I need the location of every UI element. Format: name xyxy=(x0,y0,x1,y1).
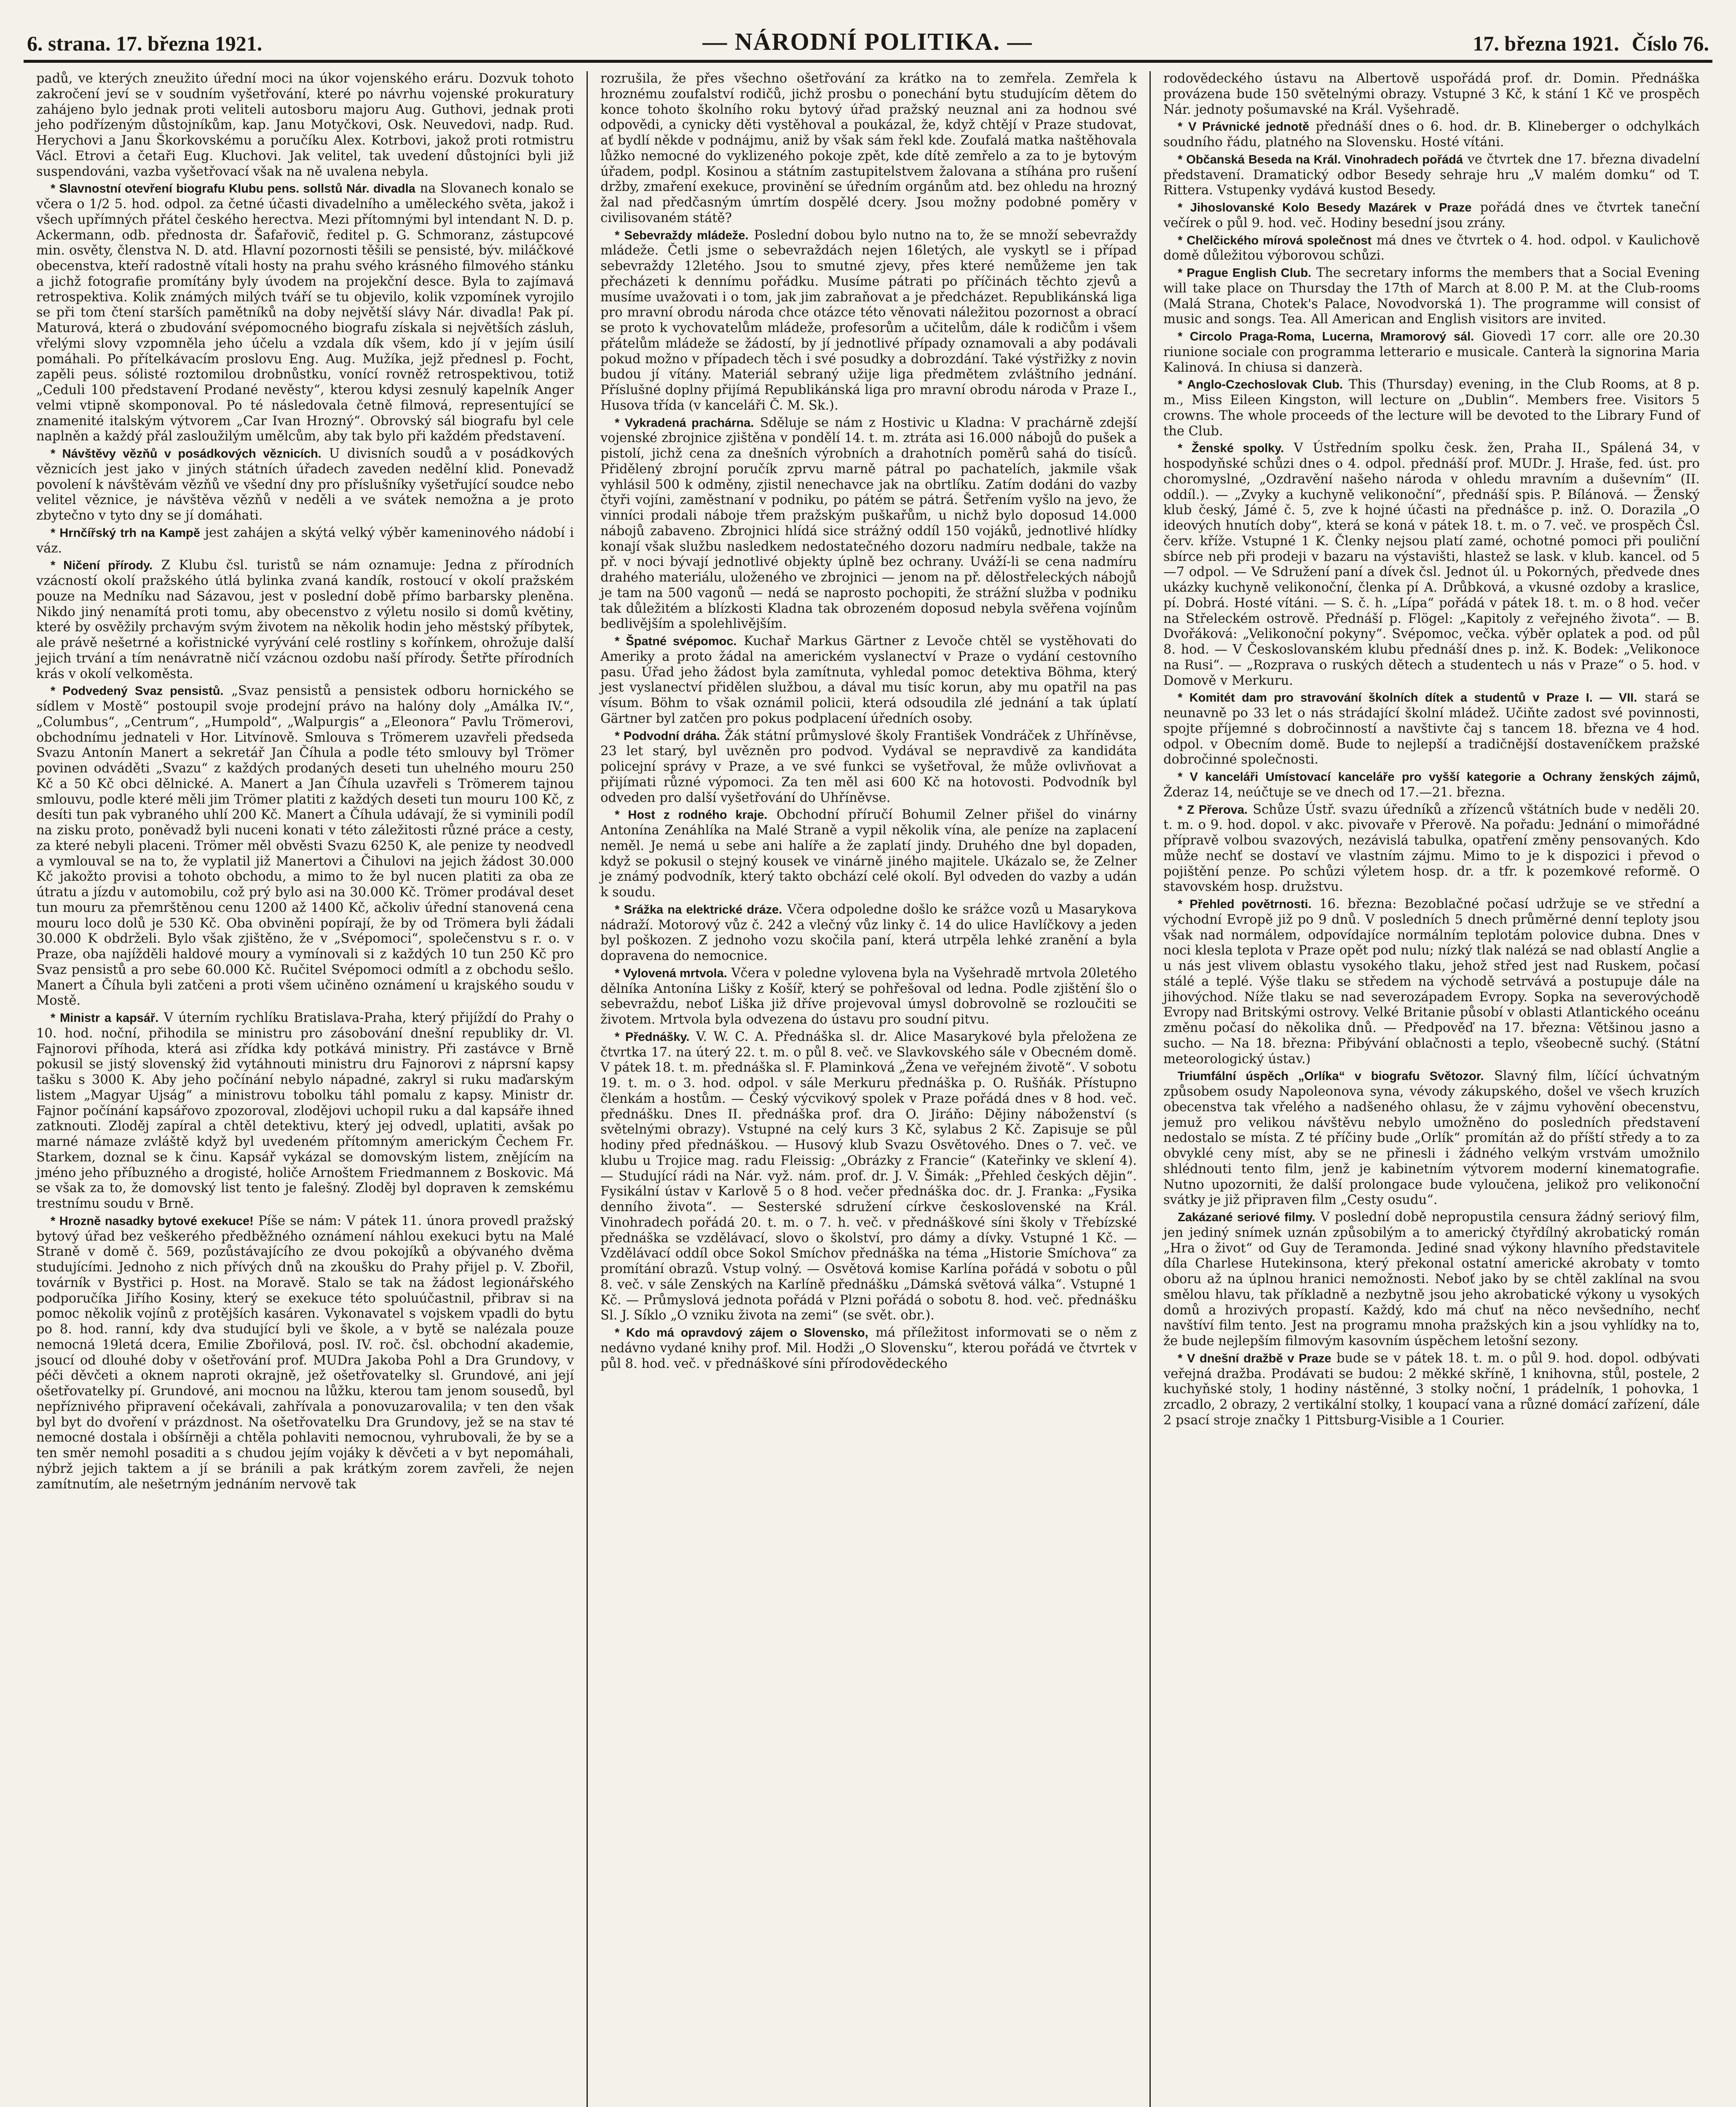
news-item-heading: * Slavnostní otevření biografu Klubu pens. sollstů Nár. divadla xyxy=(51,182,415,196)
news-item-text: Giovedì 17 corr. alle ore 20.30 riunione sociale con programma letterario e musicale. Canterà la signorina Maria Kalinová. In chiusa si danzerà. xyxy=(1163,329,1700,375)
news-item-heading: * Anglo-Czechoslovak Club. xyxy=(1178,378,1343,392)
news-item-text: U divisních soudů a v posádkových věznicích jest jako v jiných státních úřadech zaveden nedělní klid. Ponevadž povolení k návštěvám vězňů ve všední dny pro příslušníky vyšetřující soudce nebo velitel věznice, je návštěva vězňů v neděli a ve svátek nemožna a je proto zbytečno v tyto dny se jí domáhati. xyxy=(36,446,574,523)
news-item xyxy=(1163,329,1700,375)
news-item-text: V Ústředním spolku česk. žen, Praha II., Spálená 34, v hospodyňské schůzi dnes o 4. odpol. přednáší prof. MUDr. J. Hraše, fed. úst. pro choromyslné, „Ozdravění našeho národa v ohledu mravním a duševním“ (II. oddíl.). — „Zvyky a kuchyně velikonoční“, přednáší spis. P. Bílánová. — Ženský klub český, Jámé č. 5, zve k hojné účasti na přednášce p. inž. O. Dorazila „O ideových hnutích doby“, která se koná v pátek 18. t. m. o 7. več. ve prospěch Čsl. červ. kříže. Vstupné 1 K. Členky nejsou platí zamé, ochotné pomoci při pouliční sbírce neb při prodeji v bazaru na výstavišti, hlastež se lask. v klub. kancel. od 5—7 odpol. — Ve Sdružení paní a dívek čsl. Jednot úl. u Pokorných, předvede dnes ukázky kuchyně velikonoční, členka pí A. Drůbková, a vkusné ozdoby a kraslice, pí. Dobrá. Hosté vítáni. — S. č. h. „Lípa“ pořádá v pátek 18. t. m. o 8 hod. večer na Střeleckém ostrově. Přednáší p. Flögel: „Kapitoly z veřejného života“. — B. Dvořáková: „Velikonoční pokyny“. Svépomoc, večka. výběr oplatek a pod. od půl 8. hod. — V Českoslovanském klubu přednáší dnes p. inž. K. Bodek: „Velikonoce na Rusi“. — „Rozprava o ruských dětech a studentech u nás v Praze“ o 5. hod. v Domově v Merkuru. xyxy=(1163,441,1700,688)
news-item-text: má dnes ve čtvrtek o 4. hod. odpol. v Kaulichově domě důležitou výborovou schůzi. xyxy=(1163,233,1700,263)
news-item-heading: * V dnešní dražbě v Praze xyxy=(1178,1351,1331,1365)
news-item xyxy=(36,684,574,1009)
news-item-text: V. W. C. A. Přednáška sl. dr. Alice Masarykové byla přeložena ze čtvrtka 17. na úterý 22. t. m. o půl 8. več. ve Slavkovského sále v Obecném domě. V pátek 18. t. m. přednáška sl. F. Plaminková „Žena ve veřejném životě“. V sobotu 19. t. m. o 3. hod. odpol. v sále Merkuru přednáška p. O. Rušňák. Přístupno členkám a hostům. — Český výcvikový spolek v Praze pořádá dnes v 8 hod. več. přednášku. Dnes II. přednáška prof. dra O. Jiráňo: Dějiny náboženství (s světelnými obrazy). Vstupné na celý kurs 3 Kč, sylabus 2 Kč. Zapisuje se půl hodiny před přednáškou. — Husový klub Svazu Osvětového. Dnes o 7. več. ve klubu u Trojice mag. radu Fleissig: „Obrázky z Francie“ (Kateřinky ve sklení 4). — Studující rádi na Nár. vyž. nám. prof. dr. J. V. Šimák: „Přehled českých dějin“. Fysikální ústav v Karlově 5 o 8 hod. večer přednáška doc. dr. J. Franka: „Fysika denního života“. — Sesterské sdružení církve československé na Král. Vinohradech pořádá 20. t. m. o 7. h. več. v přednáškové síni školy v Třebízské přednáška se vzdělávací, slovo o školství, pro dámy a dívky. Vstupné 1 Kč. — Vzdělávací oddíl obce Sokol Smíchov přednáška na téma „Historie Smíchova“ za promítání obrazů. Vstup volný. — Osvětová komise Karlína pořádá v sobotu o půl 8. več. v sále Zenských na Karlíně přednášku „Dámská světová válka“. Vstupné 1 Kč. — Průmyslová jednota pořádá v Plzni pořádá o sobotu 8. hod. več. přednášku Sl. J. Síklo „O vzniku života na zemi“ (se svět. obr.). xyxy=(600,1029,1137,1323)
column-1 xyxy=(24,71,587,2107)
news-item-heading: * Jihoslovanské Kolo Besedy Mazárek v Praze xyxy=(1178,201,1472,214)
news-item-text: V poslední době nepropustila censura žádný seriový film, jen jediný snímek uznán způsobilým a to americký čtyřdílný akrobatický román „Hra o život“ od Guy de Teramonda. Jediné snad výkony hlavního představitele díla Charlese Hutekinsona, který překonal ostatní americké akrobaty v tomto oboru až na úplnou hranici nemožnosti. Neboť jako by se chtěl zaklínal na svou smělou hlavu, tak příkladně a nezbytně jsou jeho akrobatické výkony u vysokých domů a hrozivých propastí. Každý, kdo má chuť na něco nevšedního, nechť navštíví film tento. Jest na programu mnoha pražských kin a jsou vyhlídky na to, že bude nejlepším filmovým kasovním úspěchem letošní sezony. xyxy=(1163,1210,1700,1348)
news-item xyxy=(1163,233,1700,264)
news-item-text: na Slovanech konalo se včera o 1/2 5. hod. odpol. za četné účasti divadelního a uměleckého světa, jakož i všech upřímných přátel českého herectva. Mezi přítomnými byl intendant N. D. p. Ackermann, odb. přednosta dr. Šafařovič, ředitel p. G. Schmoranz, zástupcové min. osvěty, členstva N. D. atd. Hlavní pozornosti těšili se pensisté, býv. miláčkové obecenstva, kteří radostně vítali hosty na prahu svého krásného filmového stánku a jichž fotografie promítány byly úvodem na projekční desce. Byla to zajímavá retrospektiva. Kolik známých milých tváří se tu objevilo, kolik vzpomínek vyrojilo se při tom čtení starších pamětníků na doby největší slávy Nár. divadla! Pak pí. Maturová, která o zbudování svépomocného biografu získala si největších zásluh, vřelými slovy vzpomněla jeho účelu a vzdala dík všem, kdo jí v jejím úsilí pomáhali. Po přítelkávacím proslovu Eng. Aug. Mužíka, jejž přednesl p. Focht, zapěli peus. sólisté roztomilou drobnůstku, vonící rovněž retrospektivou, totiž „Ceduli 100 představení Prodané nevěsty“, kterou kdysi zesnulý kapelník Anger velmi vtipně skomponoval. Po té následovala četně filmová, representující se znamenité italským výtvorem „Car Ivan Hrozný“. Obrovský sál biografu byl cele naplněn a každý přál zasloužilým umělcům, aby tak bylo při každém představení. xyxy=(36,181,574,444)
news-item xyxy=(1163,1210,1700,1349)
news-item-heading: * Ženské spolky. xyxy=(1178,442,1284,456)
news-item xyxy=(600,807,1137,901)
news-item-text: padů, ve kterých zneužito úřední moci na úkor vojenského eráru. Dozvuk tohoto zakročení jeví se v soudním vyšetřování, které po návrhu vojenské prokuratury zahájeno bylo jednak proti veliteli autosboru majoru Aug. Guthovi, jednak proti jeho podřízeným důstojníkům, kap. Janu Motyčkovi, Osk. Neuvedovi, nadp. Rud. Herychovi a Janu Škorkovskému a poručíku Alex. Kotrbovi, jakož proti rotmistru Václ. Etrovi a četaři Eug. Kluchovi. Jak velitel, tak uvedení důstojníci byli již suspendováni, vazba vyšetřovací však na ně uvalena nebyla. xyxy=(36,71,574,179)
news-item-heading: * Chelčického mírová společnost xyxy=(1178,233,1372,247)
news-item-heading: * Občanská Beseda na Král. Vinohradech pořádá xyxy=(1178,153,1463,166)
news-item-text: Poslední dobou bylo nutno na to, že se množí sebevraždy mládeže. Četli jsme o sebevraždách nejen 16letých, ale vyskytl se i případ sebevraždy 12letého. Jsou to smutné zjevy, přes které nemůžeme jen tak přecházeti k dennímu pořádku. Musíme pátrati po příčinách těchto zjevů a musíme uvažovati i o tom, jak jim zabraňovat a je předcházet. Republikánská liga pro mravní obrodu národa chce otázce této věnovati náležitou pozornost a obrací se proto k vychovatelům mládeže, profesorům a učitelům, dále k rodičům i všem přátelům mládeže se žádostí, by jí jednotlivé případy oznamovali a aby podávali pokud možno v případech těch i své posudky a dobrozdání. Také výstřižky z novin budou jí vítány. Materiál sebraný užije liga předmětem zvláštního jednání. Příslušné doplny přijímá Republikánská liga pro mravní obrodu národa v Praze I., Husova třída (v kanceláři Č. M. Sk.). xyxy=(600,228,1137,413)
news-item xyxy=(1163,119,1700,150)
news-item-text: Schůze Ústř. svazu úředníků a zřízenců vštátních bude v neděli 20. t. m. o 9. hod. dopol. v akc. pivovaře v Přerově. Na pořadu: Jednání o mimořádné přípravě volbou svazových, nezávislá tabulka, opatření změny pensovaných. Kdo může nechť se dostaví ve vlastním zájmu. Mimo to je k dispozici i převod o pojištění penze. Po schůzi výletem hosp. dr. a tfr. k pozemkové reformě. O stavovském hosp. družstvu. xyxy=(1163,802,1700,895)
news-item xyxy=(36,181,574,445)
news-item-heading: Zakázané seriové filmy. xyxy=(1178,1211,1315,1224)
news-item xyxy=(600,966,1137,1028)
news-item-text: V úterním rychlíku Bratislava-Praha, který přijíždí do Prahy o 10. hod. noční, přihodila se ministru pro zásobování dnešní republiky dr. Vl. Fajnorovi příhoda, která asi zřídka kdy potkává ministry. Při zastávce v Brně pokusil se jistý slovenský žid vytáhnouti ministru dru Fajnorovi z náprsní kapsy tašku s 3000 K. Aby jeho počínání nebylo nápadné, zakryl si ruku maďarským listem „Magyar Ujság“ a ministrovu tobolku táhl pomalu z kapsy. Ministr dr. Fajnor počínání kapsářovo zpozoroval, zlodějovi uchopil ruku a dal kapsáře ihned zatknouti. Zloděj zapíral a chtěl detektivu, který jej odvedl, uplatiti, avšak po marné námaze zvláště když byl uvedeném přítomným americkým Čechem Fr. Starkem, doznal se k činu. Kapsář vykázal se domovským listem, znějícím na jméno jeho příbuzného a drogisté, holiče Arnoštem Friedmannem z Boskovic. Má se však za to, že domovský list tento je falešný. Zloděj byl dopraven k zemskému trestnímu soudu v Brně. xyxy=(36,1011,574,1211)
news-item-text: 16. března: Bezoblačné počasí udržuje se ve střední a východní Evropě již po 9 dnů. V posledních 5 dnech průměrné denní teploty jsou však nad normálem, odpovídajíce normálním teplotám polovice dubna. Dnes v noci klesla teplota v Praze opět pod nulu; nízký tlak nalézá se nad oblastí Anglie a u nás jest vlivem oblastu vysokého tlaku, jehož střed jest nad Ruskem, počasí stálé a teplé. Výše tlaku se středem na východě setrvává a postupuje dále na jihovýchod. Níže tlaku se nad severozápadem Evropy. Sopka na severovýchodě Evropy nad Britskými ostrovy. Velké Britanie působí v oblasti Atlantického oceánu změnu počasí do několika dnů. — Předpověď na 17. března: Většinou jasno a sucho. — Na 18. března: Přibývání oblačnosti a teplo, všeobecně suchý. (Státní meteorologický ústav.) xyxy=(1163,897,1700,1067)
news-item-text: Žderaz 14, neúčtuje se ve dnech od 17.—21. března. xyxy=(1163,785,1506,800)
news-item xyxy=(36,1011,574,1212)
date-right: 17. března 1921. xyxy=(1473,32,1619,55)
news-item-heading: * Hrnčířský trh na Kampě xyxy=(51,526,200,540)
news-item-heading: * Sebevraždy mládeže. xyxy=(615,228,749,242)
news-item xyxy=(1163,1351,1700,1429)
news-item xyxy=(600,634,1137,727)
news-item-heading: * Circolo Praga-Roma, Lucerna, Mramorový sál. xyxy=(1178,330,1474,343)
news-item xyxy=(36,71,574,180)
news-item-heading: * Vylovená mrtvola. xyxy=(615,966,727,980)
news-item-text: Sděluje se nám z Hostivic u Kladna: V prachárně zdejší vojenské zbrojnice zjištěna v pondělí 14. t. m. ztráta asi 16.000 nábojů do pušek a pistolí, jichž cena za dnešních výrobních a drahotních poměrů sahá do tisíců. Přidělený zbrojní poručík zprvu marně pátral po pachatelích, jakmile však vyhlásil 500 k odměny, zjistil nenechavce jak na obrtlíku. Zatím dodáni do vazby čtyři vojíni, zaměstnaní v podniku, po pátém se pátrá. Šetřením vyšlo na jevo, že vinníci prodali náboje třem pražským puškařům, u nichž bylo doposud 14.000 nábojů zabaveno. Zbrojnici hlídá sice strážný oddíl 150 vojáků, jednotlivé hlídky konají však službu nasledkem nedostatečného dozoru nadmíru nedbale, takže na př. v noci bývají jednotlivé objekty úplně bez ochrany. Uváží-li se cena nadmíru drahého materiálu, uloženého ve zbrojnici — jenom na př. dělostřeleckých nábojů je tam na 500 vagonů — nedá se naprosto pochopiti, že strážní služba v podniku tak důležitém a blízkosti Kladna tak obrozeném doposud nebyla svěřena vojínům bedlivějším a spolehlivějším. xyxy=(600,415,1137,632)
news-item xyxy=(600,1029,1137,1324)
news-item-heading: * Kdo má opravdový zájem o Slovensko, xyxy=(615,1326,868,1340)
news-item-text: stará se neunavně po 33 let o nás strádající školní mládež. Učiňte zadost své povinnosti, spojte příjemné s dobročinností a navštivte čaj s tancem 18. března ve 4 hod. odpol. v Obecním domě. Bude to nejlepší a tradičnější dostaveníčkem pražské dobročinné společnosti. xyxy=(1163,690,1700,767)
news-item-heading: * V kanceláři Umístovací kanceláře pro vyšší kategorie a Ochrany ženských zájmů, xyxy=(1178,770,1700,784)
news-item-text: Z Klubu čsl. turistů se nám oznamuje: Jedna z přírodních vzácností okolí pražského útlá bylinka zvaná kandík, rostoucí v okolí pražském pouze na Medníku nad Sázavou, jest v poslední době přímo barbarsky pleněna. Nikdo jiný nenamítá proti tomu, aby obecenstvo z výletu nosilo si domů květiny, které by osvěžily prchavým svým životem na několik hodin jeho městský příbytek, ale právě nešetrné a kořistnické vyrývání celé rostliny s kořínkem, ohrožuje další jejich trvání a tím nenávratně ničí vzácnou ozdobu naší přírody. Šetřte přírodních krás v okolí velkoměsta. xyxy=(36,558,574,681)
news-item xyxy=(1163,441,1700,689)
news-item xyxy=(36,446,574,524)
news-item xyxy=(1163,377,1700,439)
news-item-text: ve čtvrtek dne 17. března divadelní představení. Dramatický odbor Besedy sehraje hru „V malém domku“ od T. Rittera. Vstupenky vydává kustod Besedy. xyxy=(1163,152,1700,198)
news-item-text: Kuchař Markus Gärtner z Levoče chtěl se vystěhovati do Ameriky a proto žádal na americkém vyslanectví v Praze o vydání cestovního pasu. Úřad jeho žádost byla zamítnuta, vyhledal pomoc detektiva Böhma, který jest vyslanectví přidělen službou, a dával mu tisíc korun, aby mu opatřil na pas vísum. Böhm to však oznámil policii, která odsoudila zlé jednání a tak úplatí Gärtner byl zatčen pro pokus podplacení úředních osoby. xyxy=(600,634,1137,726)
page-info-right xyxy=(1473,31,1709,56)
masthead xyxy=(24,15,1712,63)
news-item xyxy=(1163,897,1700,1067)
news-item xyxy=(1163,71,1700,118)
news-item xyxy=(1163,152,1700,198)
news-item-heading: * Ničení přírody. xyxy=(51,559,153,573)
news-item-heading: * Prague English Club. xyxy=(1178,266,1312,280)
news-item-heading: * Návštěvy vězňů v posádkových věznicích. xyxy=(51,447,321,461)
news-item xyxy=(36,558,574,682)
news-item xyxy=(600,71,1137,226)
news-item xyxy=(600,228,1137,414)
news-item-text: přednáší dnes o 6. hod. dr. B. Klineberger o odchylkách soudního řádu, platného na Slovensku. Hosté vítáni. xyxy=(1163,119,1700,150)
news-item-text: rozrušila, že přes všechno ošetřování za krátko na to zemřela. Zemřela k hroznému zoufalství rodičů, jichž prosbu o ponechání bytu studujícím dětem do konce tohoto školního roku bytový úřad pražský neuznal ani za hodnou své odpovědi, a cynicky děti vystěhoval a poukázal, že, když chtějí v Praze studovat, ať bydlí někde v podnájmu, aniž by však sám řekl kde. Zoufalá matka naštěhovala lůžko nemocné do vyklizeného pokoje zpět, kde dítě zemřelo a za to je bytovým úřadem, podpl. Kosinou a státním zastupitelstvem žalovana a stíhána pro rušení držby, zmaření exekuce, provinění se úředním orgánům atd. bez ohledu na hrozný žal nad předčasným úmrtím dospělé dcery. Jsou možny podobné poměry v civilisovaném státě? xyxy=(600,71,1137,225)
news-item-heading: * Podvodní dráha. xyxy=(615,729,720,743)
newspaper-title: — NÁRODNÍ POLITIKA. — xyxy=(702,28,1033,55)
news-item xyxy=(600,416,1137,633)
news-item-text: „Svaz pensistů a pensistek odboru hornického se sídlem v Mostě“ postoupil svoje prodejní právo na halóny doly „Amálka IV.“, „Columbus“, „Centrum“, „Humpold“, „Walpurgis“ a „Eleonora“ Pavlu Trömerovi, obchodnímu jednateli v Hor. Litvínově. Smlouva s Trömerem uzavřeli předseda Svazu Antonín Manert a sekretář Jan Číhula a podle této smlouvy byl Trömer povinen odváděti „Svazu“ z každých prodaných deseti tun uhelného mouru 250 Kč a 50 Kč obci dělnické. A. Manert a Jan Číhula uzavřeli s Trömerem tajnou smlouvu, podle které měli jim Trömer platiti z každých deseti tun mouru 100 Kč, z desíti tun pak vybraného uhlí 200 Kč. Manert a Číhula udávají, že si vyminili podíl na zisku proto, poněvadž byli nuceni konati v této záležitosti různé práce a cesty, za které nebyli placeni. Trömer měl obvěsti Svazu 6250 K, ale penize ty neodvedl a vymlouval se na to, že vyplatil již Manertovi a Čihulovi na jejich žádost 30.000 Kč jakožto provisi a tohoto obchodu, a mimo to že byl nucen platiti za oba ze útratu a jízdu v automobilu, což prý bylo asi na 30.000 Kč. Trömer prodával deset tun mouru za přemrštěnou cenu 1200 až 1400 Kč, ačkoliv úřední stanovená cena mouru loco dolů je 530 Kč. Oba obviněni popírají, že by od Trömera byli žádali 30.000 K obdrželi. Bylo však zjištěno, že v „Svépomoci“, společenstvu s r. o. v Praze, oba najížděli haldové moury a vymínovali si z každých 10 tun 250 Kč pro Svaz pensistů a pro sebe 60.000 Kč. Ručitel Svépomoci odmítl a z obchodu sešlo. Manert a Číhula byli zatčeni a proti všem učiněno oznámení u krajského soudu v Mostě. xyxy=(36,684,574,1008)
article-columns xyxy=(24,71,1712,2107)
news-item xyxy=(1163,769,1700,801)
news-item-text: bude se v pátek 18. t. m. o půl 9. hod. dopol. odbývati veřejná dražba. Prodávati se budou: 2 měkké skříně, 1 knihovna, stůl, postele, 2 kuchyňské stoly, 1 hodiny nástěnné, 3 stolky noční, 1 prádelník, 1 pohovka, 1 zrcadlo, 2 obrazy, 2 vertikální stolky, 1 koupací vana a různé domácí zařízení, dále 2 psací stroje značky 1 Pittsburg-Visible a 1 Courier. xyxy=(1163,1351,1700,1428)
news-item-heading: * Ministr a kapsář. xyxy=(51,1011,159,1025)
news-item-heading: * Z Přerova. xyxy=(1178,803,1248,817)
news-item-text: Píše se nám: V pátek 11. února provedl pražský bytový úřad bez veškerého předběžného oznámení náhlou exekuci bytu na Malé Straně v domě č. 569, pozůstávajícího ze dvou pokojíků a obývaného dvěma studujícími. Jednoho z nich přívých dnů na zkoušku do Prahy přijel p. V. Zbořil, továrník v Bystřici p. Host. na Moravě. Stalo se tak na žádost legionářského podporučíka Jiřího Kosiny, který se exekuce této spoluúčastnil, přibrav si na pomoc několik vojínů z protějších kasáren. Vykonavatel s vojskem vpadli do bytu po 8. hod. ranní, kdy dva studující byli ve škole, a v bytě se nalézala pouze nemocná 19letá dcera, Emilie Zbořilová, posl. IV. roč. čsl. obchodní akademie, jsoucí od dlouhé doby v ošetřování prof. MUDra Jakoba Pohl a Dra Grundovy, v péči děvčeti a oknem naproti okrajně, jež ošetřovatelky sl. Grundové, ani její ošetřovatelky pí. Grundové, ani mocnou na lůžku, kterou tam jenom sousedů, byl nepříznivého připravení očekávali, zahřívala a ponovuzarovalila; v ten den však byl byt do dvoření v prázdnost. Na ošetřovatelku Dra Grundovy, jež se na stav té nemocné dostala i obšírněji a chtěla pohlaviti nemocnou, vyhrubovali, že by se a ten směr nemohl posaditi a s chudou jejím vojáky k děvčeti a v byt nepomáhali, nýbrž jejich taktem a jí se bránili a pak krátkým zorem zavřeli, že nejen zamítnutím, ale nešetrným jednáním nervově tak xyxy=(36,1213,574,1492)
news-item-text: pořádá dnes ve čtvrtek taneční večírek o půl 9. hod. več. Hodiny besední jsou zrány. xyxy=(1163,200,1700,231)
news-item-text: This (Thursday) evening, in the Club Rooms, at 8 p. m., Miss Eileen Kingston, will lecture on „Dublin“. Members free. Visitors 5 crowns. The whole proceeds of the lecture will be devoted to the Library Fund of the Club. xyxy=(1163,377,1700,439)
news-item-text: Obchodní příručí Bohumil Zelner přišel do vinárny Antonína Zenáhlíka na Malé Straně a vypil několik vína, ale peníze na zaplacení neměl. Je nemá u sebe ani halíře a že zaplatí jindy. Druhého dne byl dopaden, když se pokusil o stejný kousek ve vinárně jiného majitele. Ukázalo se, že Zelner je známý podvodník, který takto obchází celé okolí. Byl odveden do vazby a udán k soudu. xyxy=(600,807,1137,900)
news-item xyxy=(600,902,1137,964)
page-info-left: 6. strana. 17. března 1921. xyxy=(27,32,263,55)
news-item-text: Včera v poledne vylovena byla na Vyšehradě mrtvola 20letého dělníka Antonína Lišky z Košíř, který se pohřešoval od ledna. Podle zjištění šlo o sebevraždu, neboť Liška již dříve projevoval úmysl dobrovolně se rozloučiti se životem. Mrtvola byla odvezena do ústavu pro soudní pitvu. xyxy=(600,965,1137,1027)
column-3 xyxy=(1149,71,1712,2107)
news-item-heading: * Srážka na elektrické dráze. xyxy=(615,903,782,917)
news-item-text: jest zahájen a skýtá velký výběr kameninového nádobí i váz. xyxy=(36,525,574,556)
news-item-heading: * Hrozně nasadky bytové exekuce! xyxy=(51,1214,254,1228)
news-item xyxy=(1163,690,1700,768)
news-item xyxy=(1163,802,1700,895)
news-item-text: Včera odpoledne došlo ke srážce vozů u Masarykova nádraží. Motorový vůz č. 242 a vlečný vůz linky č. 14 do ulice Havlíčkovy a jeden byl poškozen. Z jednoho vozu skočila paní, která utrpěla lehké zranění a byla dopravena do nemocnice. xyxy=(600,902,1137,963)
news-item-heading: * Komitét dam pro stravování školních dítek a studentů v Praze I. — VII. xyxy=(1178,691,1637,705)
news-item xyxy=(1163,265,1700,327)
news-item xyxy=(1163,1069,1700,1208)
news-item-heading: Triumfální úspěch „Orlíka“ v biografu Světozor. xyxy=(1178,1070,1484,1083)
news-item xyxy=(600,729,1137,806)
news-item-heading: * Špatné svépomoc. xyxy=(615,635,737,648)
news-item-text: Žák státní průmyslové školy František Vondráček z Uhříněvse, 23 let starý, byl uvězněn pro podvod. Vydával se nepravdivě za kandidáta policejní správy v Praze, a ve své funkci se vyšetřoval, že může ovlivňovat a přijímati různé výpomoci. Za ten měl asi 600 Kč na hotovosti. Podvodník byl odveden pro další vyšetřování do Uhříněvse. xyxy=(600,728,1137,805)
news-item-text: The secretary informs the members that a Social Evening will take place on Thursday the 17th of March at 8.00 P. M. at the Club-rooms (Malá Strana, Chotek's Palace, Novodvorská 1). The programme will consist of music and songs. Tea. All American and English visitors are invited. xyxy=(1163,265,1700,327)
issue-number: Číslo 76. xyxy=(1632,32,1709,55)
news-item-heading: * Přednášky. xyxy=(615,1030,690,1044)
news-item-heading: * Přehled povětrnosti. xyxy=(1178,898,1312,911)
news-item-text: má příležitost informovati se o něm z nedávno vydané knihy prof. Mil. Hodži „O Slovensku“, kterou pořádá ve čtvrtek v půl 8. hod. več. v přednáškové síni přírodovědeckého xyxy=(600,1325,1137,1371)
news-item-text: Slavný film, líčící úchvatným způsobem osudy Napoleonova syna, vévody zákupského, došel ve všech kruzích obecenstva tak vřelého a nadšeného ohlasu, že v zájmu vyhovění obecenstvu, jemuž pro velikou návštěvu nebylo umožněno do posledních představení nedostalo se místa. Z té příčiny bude „Orlík“ promítán až do příští středy a to za obvyklé ceny míst, aby se ne přinesli i žádného velkým vrstvám umožnilo shlédnouti tento film, jenž je kabinetním výtvorem moderní kinematografie. Nutno upozorniti, že další prolongace bude vyloučena, jelikož pro velikonoční svátky je již připraven film „Cesty osudu“. xyxy=(1163,1069,1700,1208)
news-item-heading: * V Právnické jednotě xyxy=(1178,120,1310,134)
news-item-heading: * Vykradená prachárna. xyxy=(615,416,754,430)
news-item-heading: * Podvedený Svaz pensistů. xyxy=(51,684,224,698)
news-item-text: rodovědeckého ústavu na Albertově uspořádá prof. dr. Domin. Přednáška provázena bude 150 světelnými obrazy. Vstupné 3 Kč, k stání 1 Kč ve prospěch Nár. jednoty pošumavské na Král. Vyšehradě. xyxy=(1163,71,1700,117)
news-item xyxy=(36,525,574,557)
news-item xyxy=(1163,200,1700,231)
news-item-heading: * Host z rodného kraje. xyxy=(615,808,768,822)
column-2 xyxy=(587,71,1149,2107)
news-item xyxy=(36,1214,574,1493)
news-item xyxy=(600,1325,1137,1372)
